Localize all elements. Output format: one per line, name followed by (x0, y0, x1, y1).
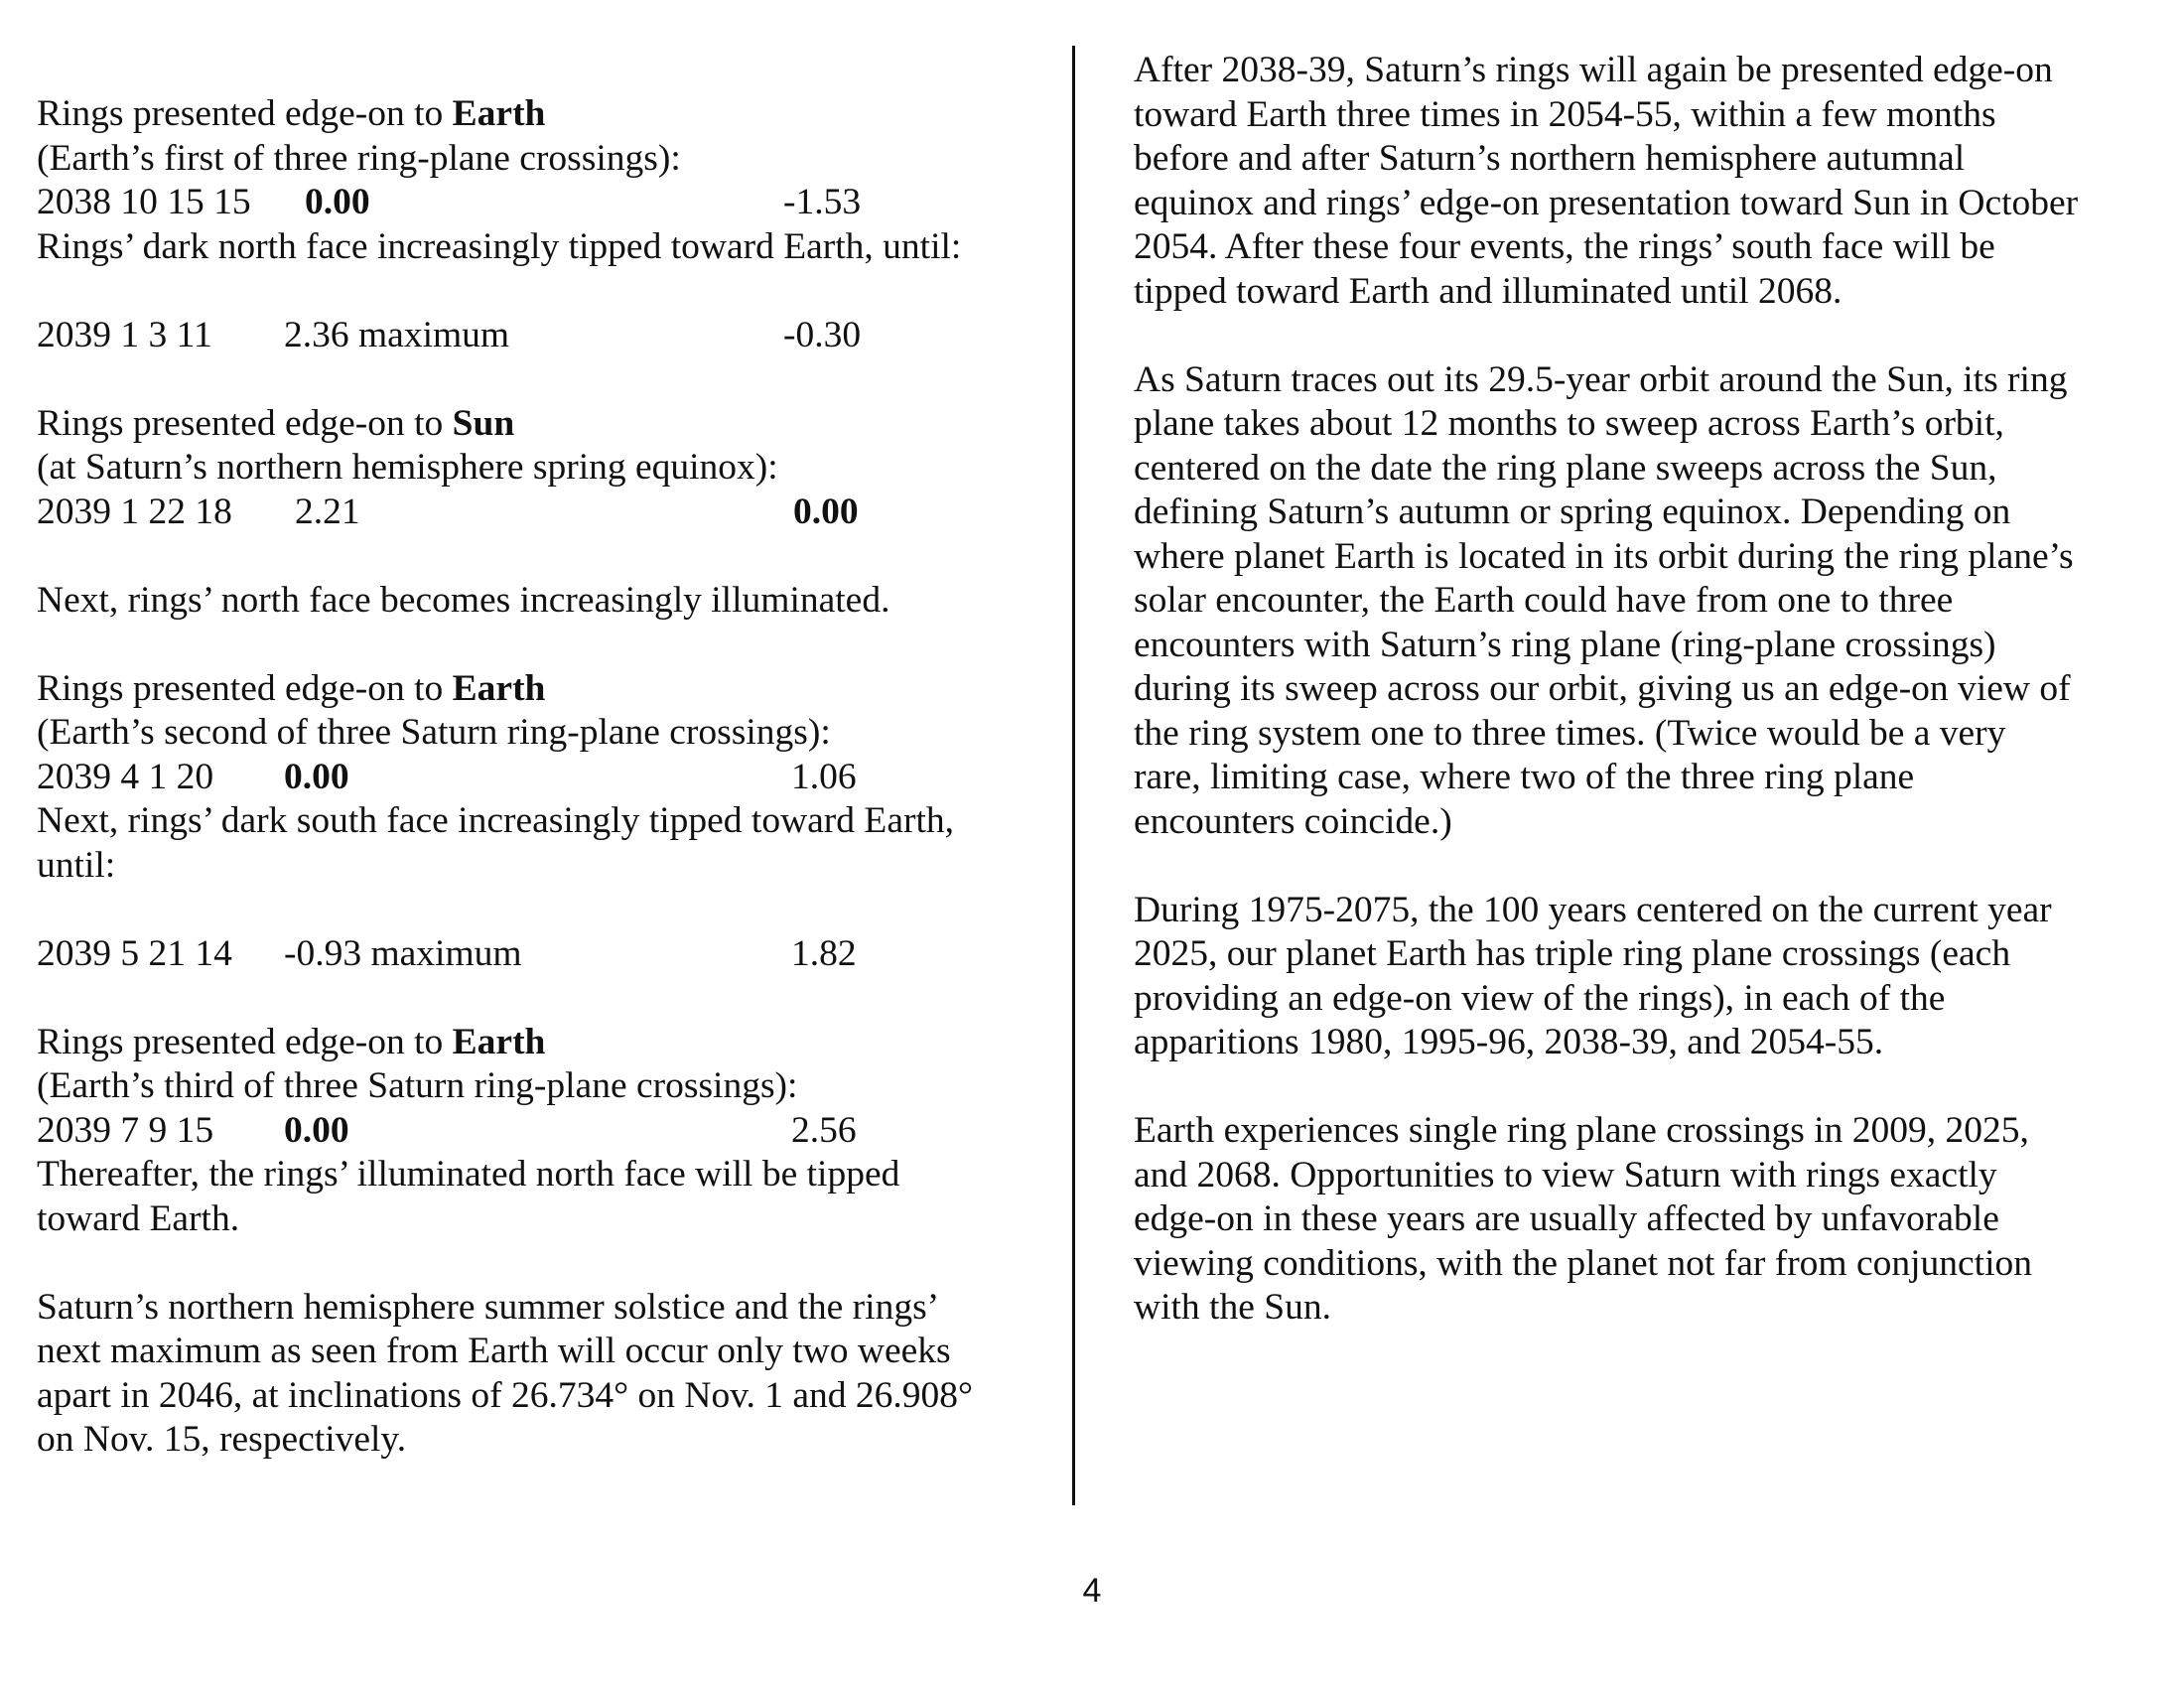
block4-sun-value: 2.56 (791, 1109, 857, 1151)
block2-heading-bold: Sun (452, 402, 515, 444)
paragraph-line: providing an edge-on view of the rings), in each of the (1134, 977, 1946, 1019)
paragraph-line: toward Earth three times in 2054-55, within a few months (1134, 93, 1996, 135)
paragraph-line: before and after Saturn’s northern hemisphere autumnal (1134, 138, 1966, 179)
block1-max-row (37, 314, 1059, 358)
block2-data-row (37, 491, 1059, 535)
closing-line: on Nov. 15, respectively. (37, 1419, 407, 1460)
block2-date: 2039 1 22 18 (37, 491, 232, 532)
block3-max-row (37, 932, 1059, 977)
spacer (37, 534, 1059, 579)
paragraph-line: encounters with Saturn’s ring plane (ring-plane crossings) (1134, 624, 1996, 665)
paragraph-line: and 2068. Opportunities to view Saturn with rings exactly (1134, 1154, 1997, 1196)
block3-heading-text: Rings presented edge-on to (37, 667, 453, 709)
closing-line: apart in 2046, at inclinations of 26.734° on Nov. 1 and 26.908° (37, 1374, 974, 1416)
paragraph-line: plane takes about 12 months to sweep across Earth’s orbit, (1134, 403, 2004, 444)
paragraph-line: centered on the date the ring plane sweeps across the Sun, (1134, 447, 1997, 489)
block1-heading (37, 92, 1059, 137)
closing-line: Saturn’s northern hemisphere summer solstice and the rings’ (37, 1286, 940, 1328)
paragraph-line: tipped toward Earth and illuminated until 2068. (1134, 270, 1843, 312)
paragraph-line: equinox and rings’ edge-on presentation toward Sun in October (1134, 182, 2079, 223)
spacer (37, 623, 1059, 667)
block4-subheading: (Earth’s third of three Saturn ring-plane crossings): (37, 1065, 798, 1106)
spacer (1134, 1065, 2156, 1110)
block3-earth-value (284, 756, 349, 800)
block1-data-row (37, 181, 1059, 225)
block3-date: 2039 4 1 20 (37, 756, 214, 797)
block4-note-line1: Thereafter, the rings’ illuminated north face will be tipped (37, 1154, 900, 1195)
paragraph-line: 2025, our planet Earth has triple ring plane crossings (each (1134, 933, 2011, 974)
block4-data-row (37, 1109, 1059, 1154)
paragraph-line: After 2038-39, Saturn’s rings will again be presented edge-on (1134, 50, 2053, 90)
spacer (1134, 844, 2156, 889)
block4-heading (37, 1021, 1059, 1065)
block4-heading-text: Rings presented edge-on to (37, 1021, 453, 1062)
block4-date: 2039 7 9 15 (37, 1109, 214, 1151)
block3-data-row (37, 756, 1059, 800)
block2-heading-text: Rings presented edge-on to (37, 402, 453, 444)
block1-max-date: 2039 1 3 11 (37, 314, 212, 355)
block2-sun-bold: 0.00 (793, 491, 859, 532)
block3-max-sun: 1.82 (791, 932, 857, 974)
paragraph-line: During 1975-2075, the 100 years centered on the current year (1134, 889, 2052, 930)
spacer (1134, 314, 2156, 358)
paragraph-line: with the Sun. (1134, 1287, 1331, 1328)
paragraph-line: apparitions 1980, 1995-96, 2038-39, and 2054-55. (1134, 1022, 1884, 1062)
block1-heading-text: Rings presented edge-on to (37, 93, 453, 134)
block1-earth-bold: 0.00 (305, 182, 370, 222)
paragraph-line: Earth experiences single ring plane crossings in 2009, 2025, (1134, 1110, 2029, 1151)
block1-sun-value: -1.53 (783, 182, 862, 222)
paragraph-line: viewing conditions, with the planet not far from conjunction (1134, 1242, 2033, 1284)
column-divider (1072, 46, 1075, 1505)
spacer (37, 357, 1059, 402)
right-column (1134, 49, 2156, 1331)
paragraph-line: defining Saturn’s autumn or spring equinox. Depending on (1134, 492, 2011, 532)
closing-line: next maximum as seen from Earth will occur only two weeks (37, 1331, 951, 1371)
right-paragraph-3 (1134, 889, 2156, 1065)
block2-note: Next, rings’ north face becomes increasingly illuminated. (37, 579, 890, 621)
page-number: 4 (1082, 1572, 1102, 1610)
paragraph-line: encounters coincide.) (1134, 800, 1452, 842)
block1-max-earth: 2.36 maximum (284, 314, 510, 355)
block1-max-sun: -0.30 (783, 314, 862, 355)
block1-subheading: (Earth’s first of three ring-plane crossings): (37, 137, 681, 179)
block1-earth-value (305, 181, 370, 225)
paragraph-line: edge-on in these years are usually affected by unfavorable (1134, 1198, 1999, 1239)
block3-heading-bold: Earth (452, 667, 546, 709)
block1-date: 2038 10 15 15 (37, 182, 251, 222)
block3-heading (37, 667, 1059, 712)
right-paragraph-4 (1134, 1109, 2156, 1331)
right-paragraph-1 (1134, 49, 2156, 314)
block2-heading (37, 402, 1059, 447)
block3-subheading: (Earth’s second of three Saturn ring-plane crossings): (37, 712, 831, 753)
paragraph-line: the ring system one to three times. (Twice would be a very (1134, 712, 2006, 754)
left-column (37, 92, 1059, 1463)
block2-earth-value: 2.21 (295, 491, 360, 532)
spacer (37, 888, 1059, 932)
paragraph-line: solar encounter, the Earth could have from one to three (1134, 580, 1954, 621)
block1-heading-bold: Earth (452, 93, 546, 134)
block3-max-date: 2039 5 21 14 (37, 932, 232, 974)
spacer (37, 976, 1059, 1021)
spacer (37, 1241, 1059, 1286)
block4-earth-bold: 0.00 (284, 1109, 349, 1151)
paragraph-line: where planet Earth is located in its orbit during the ring plane’s (1134, 535, 2074, 577)
right-paragraph-2 (1134, 358, 2156, 845)
paragraph-line: rare, limiting case, where two of the three ring plane (1134, 757, 1915, 797)
paragraph-line: As Saturn traces out its 29.5-year orbit around the Sun, its ring (1134, 358, 2068, 400)
block4-heading-bold: Earth (452, 1021, 546, 1062)
block2-sun-value (793, 491, 859, 535)
closing-paragraph (37, 1286, 1059, 1463)
block3-note-line2: until: (37, 844, 116, 886)
block1-note: Rings’ dark north face increasingly tipped toward Earth, until: (37, 225, 962, 267)
paragraph-line: 2054. After these four events, the rings’ south face will be (1134, 226, 1995, 267)
block4-note-line2: toward Earth. (37, 1197, 240, 1239)
block2-subheading: (at Saturn’s northern hemisphere spring equinox): (37, 447, 778, 488)
block4-earth-value (284, 1109, 349, 1154)
block3-earth-bold: 0.00 (284, 756, 349, 797)
block3-note-line1: Next, rings’ dark south face increasingly tipped toward Earth, (37, 800, 955, 841)
block3-max-earth: -0.93 maximum (284, 932, 522, 974)
spacer (37, 269, 1059, 314)
paragraph-line: during its sweep across our orbit, giving us an edge-on view of (1134, 668, 2071, 709)
block3-sun-value: 1.06 (791, 756, 857, 797)
